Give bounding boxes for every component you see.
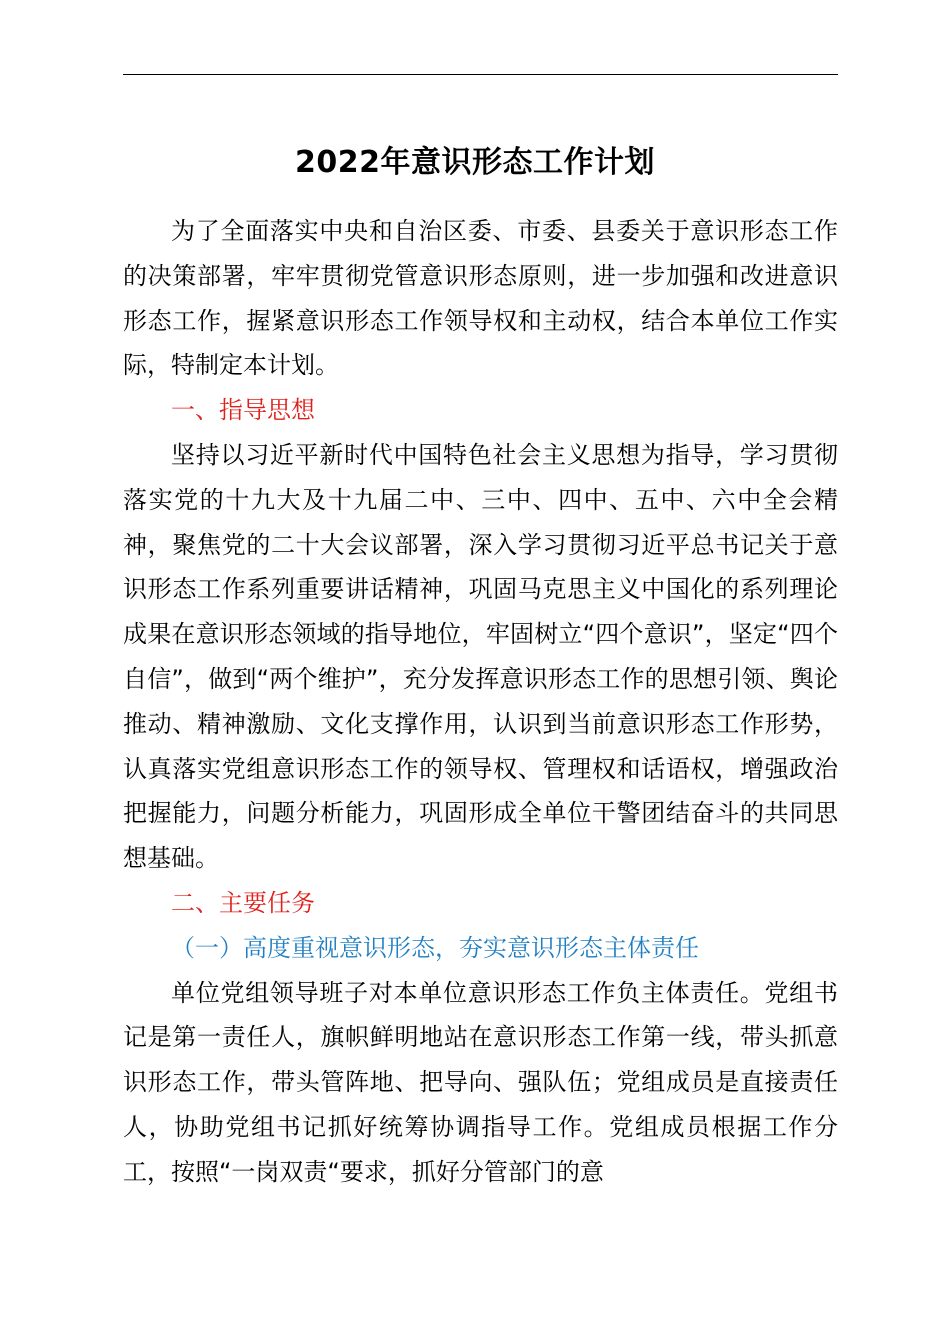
responsibility-paragraph: 单位党组领导班子对本单位意识形态工作负主体责任。党组书记是第一责任人，旗帜鲜明地站在意识形态工作第一线，带头抓意识形态工作，带头管阵地、把导向、强队伍；党组成员是直接责任人，协助党组书记抓好统筹协调指导工作。党组成员根据工作分工，按照“一岗双责“要求，抓好分管部门的意 (123, 978, 838, 1186)
header-rule (123, 74, 838, 75)
guiding-ideology-paragraph: 坚持以习近平新时代中国特色社会主义思想为指导，学习贯彻落实党的十九大及十九届二中、三中、四中、五中、六中全会精神，聚焦党的二十大会议部署，深入学习贯彻习近平总书记关于意识形态工作系列重要讲话精神，巩固马克思主义中国化的系列理论成果在意识形态领域的指导地位，牢固树立“四个意识”，坚定“四个自信”，做到“两个维护”，充分发挥意识形态工作的思想引领、舆论推动、精神激励、文化支撑作用，认识到当前意识形态工作形势，认真落实党组意识形态工作的领导权、管理权和话语权，增强政治把握能力，问题分析能力，巩固形成全单位干警团结奋斗的共同思想基础。 (123, 440, 838, 873)
section-heading-main-tasks: 二、主要任务 (171, 888, 315, 917)
section-heading-guiding-ideology: 一、指导思想 (171, 396, 315, 425)
document-title: 2022年意识形态工作计划 (295, 145, 655, 180)
document-body (123, 209, 838, 1195)
intro-paragraph: 为了全面落实中央和自治区委、市委、县委关于意识形态工作的决策部署，牢牢贯彻党管意识形态原则，进一步加强和改进意识形态工作，握紧意识形态工作领导权和主动权，结合本单位工作实际，特制定本计划。 (123, 217, 838, 380)
subsection-heading-responsibility: （一）高度重视意识形态，夯实意识形态主体责任 (171, 933, 699, 962)
